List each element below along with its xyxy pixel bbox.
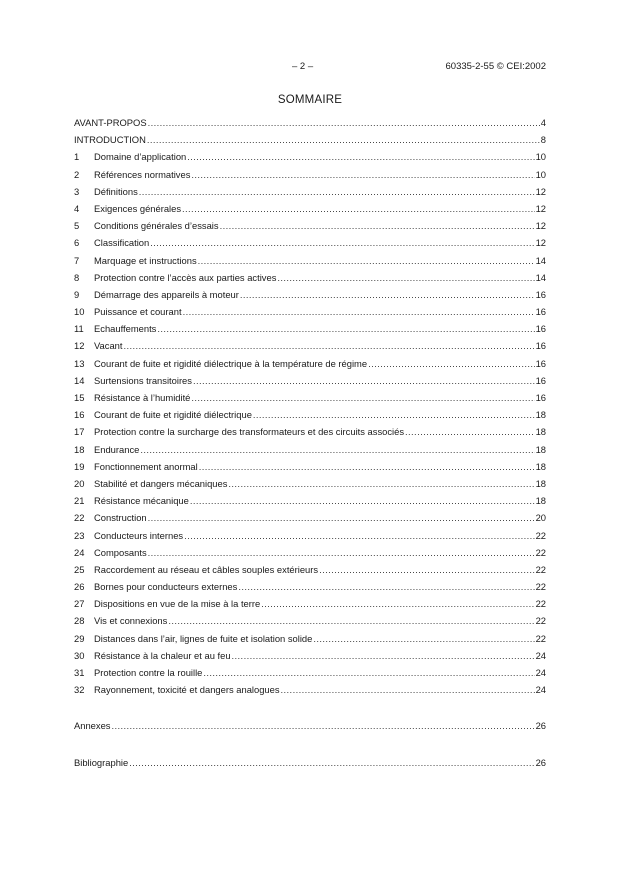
dot-leader [277,272,534,283]
toc-entry-page: 26 [535,720,546,732]
toc-entry-page: 22 [535,632,546,644]
toc-entry-label: Stabilité et dangers mécaniques [94,477,228,489]
toc-entry-number: 27 [74,598,85,610]
dot-leader [184,530,534,541]
toc-entry-page: 16 [535,288,546,300]
toc-entry-label: Dispositions en vue de la mise à la terre [94,598,261,610]
toc-entry[interactable] [74,720,546,737]
toc-entry-number: 21 [74,495,85,507]
toc-entry-page: 4 [540,117,546,128]
toc-entry[interactable] [74,117,546,134]
toc-entry[interactable] [74,186,546,203]
toc-entry-page: 20 [535,512,546,524]
toc-entry-label: Surtensions transitoires [94,374,192,386]
toc-entry-label: Conditions générales d’essais [94,220,219,232]
toc-entry-label: Rayonnement, toxicité et dangers analogues [94,684,280,696]
toc-entry-label: Courant de fuite et rigidité diélectrique à la température de régime [94,357,368,369]
toc-entry[interactable] [74,358,546,375]
toc-entry-label: Courant de fuite et rigidité diélectrique [94,409,252,421]
toc-entry-number: 32 [74,684,85,696]
toc-entry-page: 26 [535,756,546,768]
dot-leader [281,684,535,695]
toc-entry-number: 12 [74,340,85,352]
toc-entry[interactable] [74,237,546,254]
toc-entry-number: 4 [74,202,80,214]
toc-entry[interactable] [74,598,546,615]
dot-leader [319,564,534,575]
toc-entry-number: 19 [74,460,85,472]
toc-entry-label: Construction [94,512,147,524]
toc-entry-number: 26 [74,581,85,593]
toc-entry-page: 8 [540,134,546,146]
dot-leader [148,117,540,128]
toc-entry-number: 30 [74,649,85,661]
toc-entry-page: 18 [535,409,546,421]
toc-entry[interactable] [74,220,546,237]
toc-entry-number: 10 [74,306,85,318]
toc-entry-page: 22 [535,546,546,558]
toc-entry[interactable] [74,650,546,667]
toc-entry-number: 28 [74,615,85,627]
dot-leader [261,598,534,609]
toc-entry-page: 22 [535,563,546,575]
dot-leader [198,255,535,266]
toc-entry-number: 1 [74,151,80,163]
toc-entry-label: Bibliographie [74,756,129,768]
toc-entry-number: 22 [74,512,85,524]
toc-entry[interactable] [74,530,546,547]
toc-entry-label: INTRODUCTION [74,134,146,146]
toc-entry-number: 8 [74,271,80,283]
toc-entry-page: 16 [535,306,546,318]
toc-entry-page: 10 [535,168,546,180]
dot-leader [240,289,535,300]
toc-entry-label: Références normatives [94,168,191,180]
toc-entry[interactable] [74,272,546,289]
toc-entry-label: Protection contre l’accès aux parties actives [94,271,277,283]
toc-entry-number: 29 [74,632,85,644]
toc-entry-label: Définitions [94,185,138,197]
dot-leader [140,444,534,455]
toc-entry-number: 31 [74,667,85,678]
toc-entry-page: 22 [535,529,546,541]
toc-entry[interactable] [74,461,546,478]
toc-entry[interactable] [74,151,546,168]
toc-front-matter [74,117,546,151]
dot-leader [238,581,534,592]
toc-entry[interactable] [74,375,546,392]
toc-entry-label: Protection contre la surcharge des transformateurs et des circuits associés [94,426,405,438]
toc-entry[interactable] [74,323,546,340]
toc-entry-number: 17 [74,426,85,438]
dot-leader [193,375,535,386]
dot-leader [150,237,534,248]
dot-leader [157,323,534,334]
dot-leader [111,720,534,731]
toc-entry-number: 3 [74,185,80,197]
toc-entry[interactable] [74,633,546,650]
dot-leader [139,186,535,197]
toc-entry-number: 5 [74,220,80,232]
toc-entry-label: Conducteurs internes [94,529,184,541]
toc-entry-page: 14 [535,271,546,283]
toc-entry[interactable] [74,134,546,151]
dot-leader [148,512,535,523]
toc-entry-number: 16 [74,409,85,421]
toc-entry-page: 24 [535,649,546,661]
toc-entry-page: 16 [535,323,546,335]
toc-entry-page: 22 [535,615,546,627]
dot-leader [228,478,534,489]
toc-entry[interactable] [74,495,546,512]
dot-leader [147,134,540,145]
document-reference: 60335-2-55 © CEI:2002 [445,61,546,72]
toc-entry-label: Protection contre la rouille [94,667,203,678]
toc-entry-page: 22 [535,581,546,593]
toc-entry[interactable] [74,426,546,443]
toc-clauses [74,151,546,701]
toc-entry-label: Distances dans l’air, lignes de fuite et isolation solide [94,632,313,644]
spacer [74,701,546,720]
toc-entry-page: 18 [535,426,546,438]
dot-leader [368,358,534,369]
toc-entry[interactable] [74,615,546,632]
toc-entry-label: Classification [94,237,150,249]
dot-leader [203,667,534,678]
toc-entry[interactable] [74,581,546,598]
toc-title: SOMMAIRE [277,94,343,106]
page-number: – 2 – [292,61,314,72]
toc-entry-number: 9 [74,288,80,300]
toc-entry[interactable] [74,409,546,426]
toc-entry-number: 2 [74,168,80,180]
toc-entry-page: 14 [535,254,546,266]
toc-entry-label: Domaine d’application [94,151,187,163]
toc-entry-label: Raccordement au réseau et câbles souples extérieurs [94,563,319,575]
toc-entry-label: Fonctionnement anormal [94,460,198,472]
toc-entry-number: 25 [74,563,85,575]
toc-entry[interactable] [74,564,546,581]
toc-entry-page: 12 [535,237,546,249]
toc-entry-page: 12 [535,202,546,214]
dot-leader [124,340,535,351]
table-of-contents [74,117,546,774]
dot-leader [232,650,535,661]
toc-entry[interactable] [74,203,546,220]
toc-entry[interactable] [74,306,546,323]
toc-entry-label: Annexes [74,720,111,732]
dot-leader [182,203,535,214]
toc-entry[interactable] [74,340,546,357]
toc-entry-label: Puissance et courant [94,306,182,318]
toc-entry-page: 18 [535,495,546,507]
dot-leader [129,757,534,768]
toc-entry-label: Composants [94,546,147,558]
toc-entry[interactable] [74,547,546,564]
toc-entry-number: 15 [74,392,85,403]
toc-entry-label: Echauffements [94,323,157,335]
toc-entry-number: 18 [74,443,85,455]
toc-entry[interactable] [74,684,546,701]
toc-entry[interactable] [74,392,546,409]
toc-entry-number: 14 [74,374,85,386]
toc-entry-page: 18 [535,443,546,455]
toc-entry-label: Marquage et instructions [94,254,197,266]
toc-entry-page: 10 [535,151,546,163]
toc-entry-label: Résistance à l’humidité [94,392,191,403]
toc-entry-number: 20 [74,477,85,489]
dot-leader [187,151,534,162]
dot-leader [190,495,535,506]
toc-entry-page: 16 [535,340,546,352]
dot-leader [191,169,534,180]
toc-entry-label: Bornes pour conducteurs externes [94,581,238,593]
dot-leader [220,220,535,231]
toc-entry-number: 11 [74,323,84,335]
toc-entry-page: 18 [535,477,546,489]
dot-leader [405,426,535,437]
dot-leader [168,615,534,626]
toc-entry-page: 12 [535,220,546,232]
toc-entry-number: 6 [74,237,80,249]
dot-leader [253,409,535,420]
toc-entry-page: 24 [535,667,546,678]
dot-leader [183,306,535,317]
toc-entry[interactable] [74,169,546,186]
toc-entry[interactable] [74,255,546,272]
toc-entry-label: Démarrage des appareils à moteur [94,288,239,300]
toc-entry-page: 16 [535,374,546,386]
toc-entry-label: Exigences générales [94,202,182,214]
toc-entry-label: Vacant [94,340,123,352]
toc-entry-page: 16 [535,392,546,403]
toc-entry[interactable] [74,512,546,529]
toc-entry-page: 12 [535,185,546,197]
toc-entry-page: 18 [535,460,546,472]
dot-leader [148,547,535,558]
toc-entry[interactable] [74,478,546,495]
toc-entry-label: AVANT-PROPOS [74,117,147,128]
spacer [74,738,546,757]
toc-entry-number: 23 [74,529,85,541]
toc-entry[interactable] [74,289,546,306]
toc-entry-number: 7 [74,254,80,266]
toc-bibliography [74,757,546,774]
toc-entry-label: Vis et connexions [94,615,168,627]
toc-entry-number: 13 [74,357,85,369]
toc-entry-label: Résistance à la chaleur et au feu [94,649,231,661]
toc-entry-page: 22 [535,598,546,610]
dot-leader [199,461,535,472]
toc-entry-number: 24 [74,546,85,558]
toc-annexes [74,720,546,737]
toc-entry-label: Résistance mécanique [94,495,189,507]
toc-entry[interactable] [74,757,546,774]
dot-leader [191,392,534,403]
toc-entry[interactable] [74,667,546,684]
toc-entry-page: 24 [535,684,546,696]
toc-entry-page: 16 [535,357,546,369]
toc-entry[interactable] [74,444,546,461]
toc-entry-label: Endurance [94,443,140,455]
dot-leader [313,633,534,644]
